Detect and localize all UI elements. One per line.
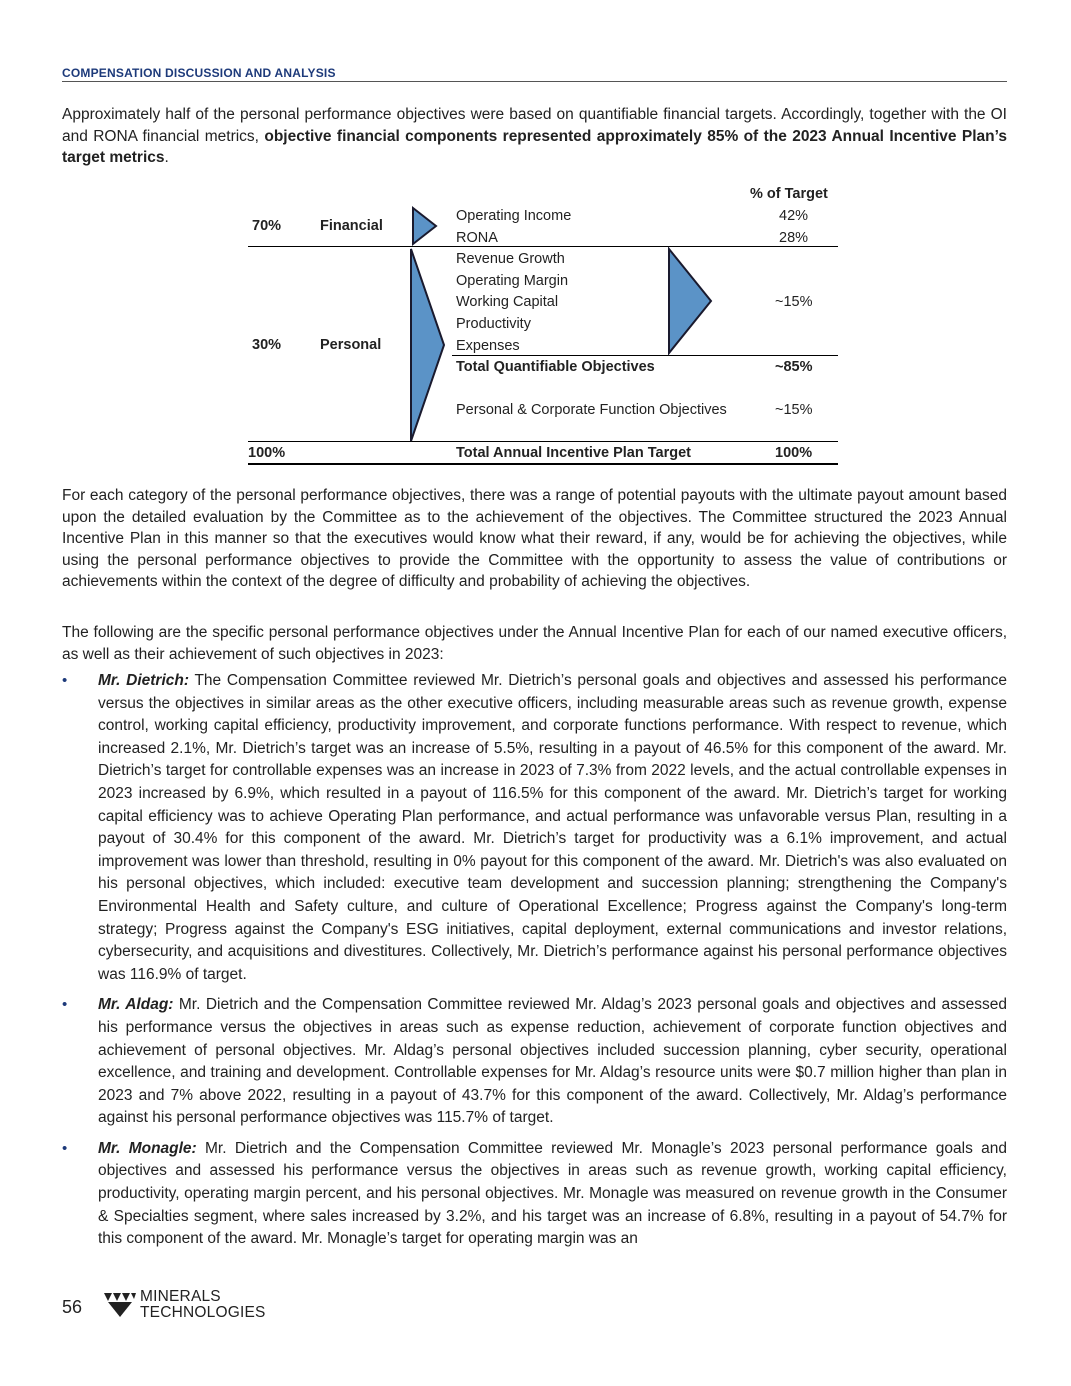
personal-label: Personal [320,337,382,353]
personal-corp-label: Personal & Corporate Function Objectives [456,402,727,418]
quant-item-working-capital: Working Capital [456,294,559,310]
value-rona: 28% [779,230,809,246]
arrow-graphics [0,0,1071,480]
pct-of-target-header: % of Target [750,186,828,202]
metric-rona: RONA [456,230,498,246]
list-item [62,670,1007,986]
personal-pct: 30% [252,337,282,353]
logo-line-1: MINERALS [140,1288,221,1305]
personal-corp-value: ~15% [775,402,813,418]
incentive-plan-table [0,0,1071,480]
company-logo [104,1289,274,1321]
total-value: 100% [775,445,813,461]
total-pct: 100% [248,445,286,461]
list-item [62,994,1007,1130]
executive-summary: The Compensation Committee reviewed Mr. Dietrich’s personal goals and objectives and assessed his performance versus the objectives in similar areas as the other executive officers, including measurable areas such as revenue growth, expense control, working capital efficiency, productivity improvement, and corporate functions performance. With respect to revenue, which increased 2.1%, Mr. Dietrich’s target was an increase of 5.5%, resulting in a payout of 46.5% for this component of the award. Mr. Dietrich’s target for controllable expenses was an increase in 2023 of 7.3% from 2022 levels, and the actual controllable expenses in 2023 increased by 6.9%, which resulted in a payout of 116.5% for this component of the award. Mr. Dietrich’s target for working capital efficiency was to achieve Operating Plan performance, and actual performance was unfavorable versus Plan, resulting in a payout of 30.4% for this component of the award. Mr. Dietrich’s target for productivity was a 6.1% improvement, and actual improvement was lower than threshold, resulting in 0% payout for this component of the award. Mr. Dietrich's was also evaluated on his personal objectives, which included: executive team development and succession planning; strengthening the Company's Environmental Health and Safety culture, and culture of Operational Excellence; Progress against the Company's long-term strategy; Progress against the Company's ESG initiatives, capital deployment, external communications and investor relations, cybersecurity, and acquisitions and divestitures. Collectively, Mr. Dietrich’s performance against his personal performance objectives was 116.9% of target. [98,672,1007,983]
bullet-icon: • [62,1139,68,1157]
value-operating-income: 42% [779,208,809,224]
bullet-icon: • [62,672,68,689]
metric-operating-income: Operating Income [456,208,572,224]
page-number: 56 [62,1297,83,1317]
intro-bold-text: objective financial components represented approximately 85% of the 2023 Annual Incentive Plan’s target metrics [62,127,1007,167]
bullet-icon: • [62,996,68,1014]
quant-items-value: ~15% [775,294,813,310]
total-label: Total Annual Incentive Plan Target [456,445,691,461]
financial-label: Financial [320,218,383,234]
executive-summary: Mr. Dietrich and the Compensation Committee reviewed Mr. Monagle’s 2023 personal performance goals and objectives and assessed his performance versus the objectives in areas such as revenue growth, working capital efficiency, productivity, operating margin percent, and his personal objectives. Mr. Monagle was measured on revenue growth in the Consumer & Specialties segment, where sales increased by 3.2%, and his target was an increase of 6.8%, resulting in a payout of 54.7% for this component of the award. Mr. Monagle’s target for operating margin was an [98,1139,1007,1248]
quant-item-operating-margin: Operating Margin [456,273,569,289]
total-quant-label: Total Quantifiable Objectives [456,359,655,375]
objectives-intro-paragraph: The following are the specific personal performance objectives under the Annual Incentive Plan for each of our named executive officers, as well as their achievement of such objectives in 2023: [62,624,1007,663]
executive-name: Mr. Dietrich: [98,672,189,689]
logo-wordmark [140,1289,266,1320]
personal-arrow-icon [411,249,444,441]
payout-paragraph: For each category of the personal performance objectives, there was a range of potential payouts with the ultimate payout amount based upon the detailed evaluation by the Committee as to the achievement of the objectives. The Committee structured the 2023 Annual Incentive Plan in this manner so that the executives would know what their reward, if any, would be for achieving the objectives, while using the personal performance objectives to provide the Committee with the opportunity to assess the value of contributions or achievements within the context of the degree of difficulty and probability of achieving the objectives. [62,487,1007,591]
quantifiable-arrow-icon [669,249,711,353]
executive-objectives-list [62,670,1007,1259]
executive-name: Mr. Aldag: [98,996,174,1014]
executive-summary: Mr. Dietrich and the Compensation Committee reviewed Mr. Aldag’s 2023 personal goals and objectives and assessed his performance versus the objectives in areas such as expense reduction, achievement of corporate function objectives and achievement of personal objectives. Mr. Aldag’s personal objectives included succession planning, cyber security, operational excellence, and training and development. Controllable expenses for Mr. Aldag’s resource units were $0.7 million higher than plan in 2023 and 7% above 2022, resulting in a payout of 43.7% for this component of the award. Collectively, Mr. Aldag’s performance against his personal performance objectives was 115.7% of target. [98,996,1007,1127]
total-quant-value: ~85% [775,359,813,375]
minerals-technologies-logo-icon [104,1291,136,1317]
quant-item-expenses: Expenses [456,338,520,354]
quant-item-revenue-growth: Revenue Growth [456,251,565,267]
intro-text-end: . [164,149,169,167]
intro-text: Approximately half of the personal performance objectives were based on quantifiable financial targets. Accordingly, together with the OI and RONA financial metrics, [62,106,1007,145]
section-header-title: COMPENSATION DISCUSSION AND ANALYSIS [62,66,336,80]
executive-name: Mr. Monagle: [98,1139,197,1157]
list-item [62,1138,1007,1251]
quant-item-productivity: Productivity [456,316,531,332]
logo-line-2: TECHNOLOGIES [140,1303,266,1321]
financial-pct: 70% [252,218,282,234]
financial-arrow-icon [413,208,436,244]
